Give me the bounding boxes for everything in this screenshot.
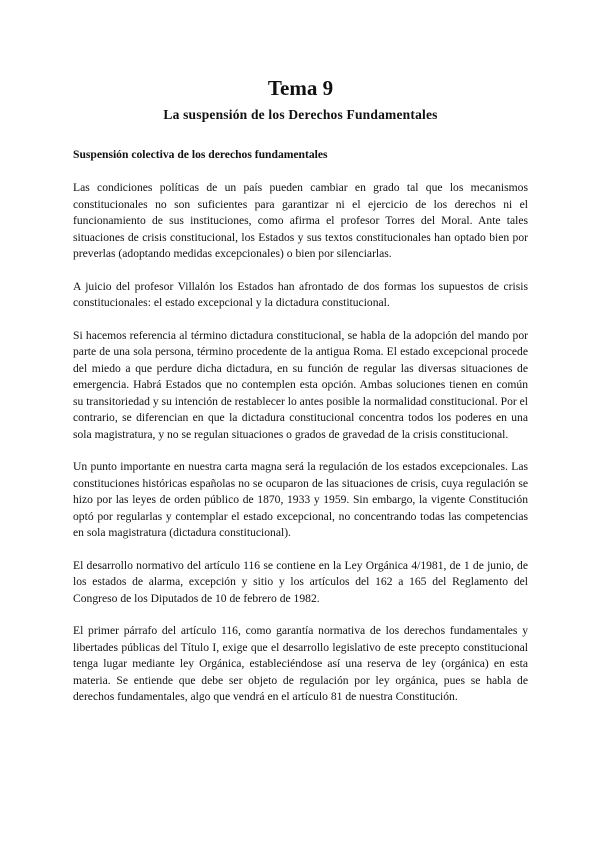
paragraph-6: El primer párrafo del artículo 116, como garantía normativa de los derechos fundamentales y libertades públicas del Título I, exige que el desarrollo legislativo de este precepto constitucional tenga lugar mediante ley Orgánica, estableciéndose así una reserva de ley (orgánica) en esta materia. Se entiende que debe ser objeto de regulación por ley orgánica, pues se habla de derechos fundamentales, algo que vendrá en el artículo 81 de nuestra Constitución. [73,624,528,703]
paragraph-1: Las condiciones políticas de un país pueden cambiar en grado tal que los mecanismos constitucionales no son suficientes para garantizar ni el ejercicio de los derechos ni el funcionamiento de sus instituciones, como afirma el profesor Torres del Moral. Ante tales situaciones de crisis constitucional, los Estados y sus textos constitucionales han optado bien por preverlas (adoptando medidas excepcionales) o bien por silenciarlas. [73,181,528,260]
paragraph-4: Un punto importante en nuestra carta magna será la regulación de los estados excepcionales. Las constituciones históricas españolas no se ocuparon de las situaciones de crisis, cuya regulación se hizo por las leyes de orden público de 1870, 1933 y 1959. Sin embargo, la vigente Constitución optó por regularlas y contemplar el estado excepcional, no concentrando todas las competencias en sola magistratura (dictadura constitucional). [73,460,528,539]
paragraph-2: A juicio del profesor Villalón los Estados han afrontado de dos formas los supuestos de crisis constitucionales: el estado excepcional y la dictadura constitucional. [73,279,528,309]
section-heading: Suspensión colectiva de los derechos fundamentales [73,148,328,161]
paragraph-5: El desarrollo normativo del artículo 116 se contiene en la Ley Orgánica 4/1981, de 1 de junio, de los estados de alarma, excepción y sitio y los artículos del 162 a 165 del Reglamento del Congreso de los Diputados de 10 de febrero de 1982. [73,558,528,605]
page-subtitle: La suspensión de los Derechos Fundamentales [163,107,438,122]
paragraph-3: Si hacemos referencia al término dictadura constitucional, se habla de la adopción del mando por parte de una sola persona, término procedente de la antigua Roma. El estado excepcional procede del miedo a que perdure dicha dictadura, en su función de regular las diversas situaciones de emergencia. Habrá Estados que no contemplen esta opción. Ambas soluciones tienen en común su transitoriedad y su intención de restablecer lo antes posible la normalidad constitucional. Por el contrario, se diferencian en que la dictadura constitucional concentra todos los poderes en una sola magistratura, y no se regulan situaciones o grados de gravedad de la crisis constitucional. [73,328,528,441]
page-title: Tema 9 [267,76,334,100]
